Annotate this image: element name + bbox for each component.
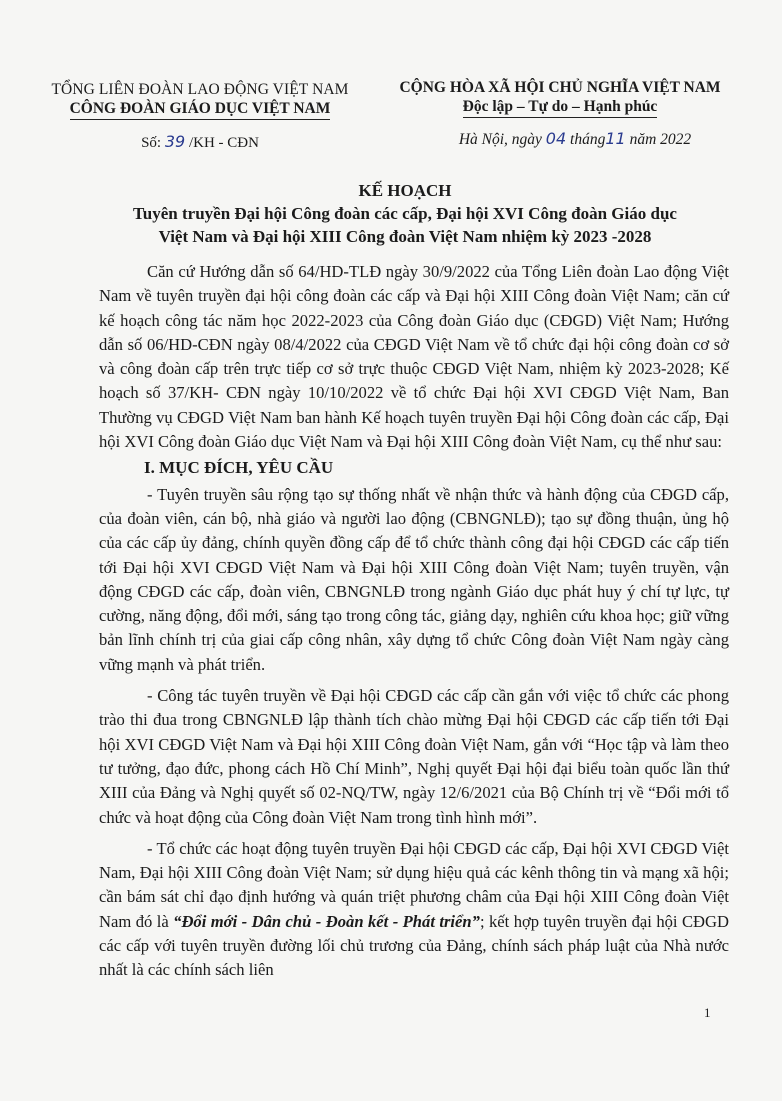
- date-year: năm 2022: [629, 131, 692, 148]
- issue-date: [410, 129, 740, 149]
- national-title: CỘNG HÒA XÃ HỘI CHỦ NGHĨA VIỆT NAM: [399, 79, 721, 96]
- national-motto: Độc lập – Tự do – Hạnh phúc: [463, 97, 658, 118]
- paragraph-purpose-3-text: - Tổ chức các hoạt động tuyên truyền Đại hội CĐGD các cấp, Đại hội XVI CĐGD Việt Nam, Đại hội XIII Công đoàn Việt Nam; sử dụng hiệu quả các kênh thông tin và mạng xã hội; cần bám sát chỉ đạo định hướng và quán triệt phương châm của Đại hội XIII Công đoàn Việt Nam đó là: [99, 838, 729, 931]
- paragraph-purpose-3: [99, 837, 729, 983]
- document-subtitle-line-2: Việt Nam và Đại hội XIII Công đoàn Việt Nam nhiệm kỳ 2023 -2028: [158, 227, 652, 246]
- issuing-organization-block: [50, 80, 350, 152]
- document-number-prefix: Số:: [141, 135, 162, 151]
- date-day-handwritten: 04: [545, 129, 567, 148]
- paragraph-purpose-2: - Công tác tuyên truyền về Đại hội CĐGD các cấp cần gắn với việc tổ chức các phong trào thi đua trong CBNGNLĐ lập thành tích chào mừng Đại hội CĐGD các cấp tiến tới Đại hội XVI CĐGD Việt Nam và Đại hội XIII Công đoàn Việt Nam, gắn với “Học tập và làm theo tư tưởng, đạo đức, phong cách Hồ Chí Minh”, Nghị quyết Đại hội đại biểu toàn quốc lần thứ XIII của Đảng và Nghị quyết số 02-NQ/TW, ngày 12/6/2021 của Bộ Chính trị về “Đổi mới tổ chức và hoạt động của Công đoàn Việt Nam trong tình hình mới”.: [99, 686, 729, 827]
- paragraph-purpose-1: - Tuyên truyền sâu rộng tạo sự thống nhất về nhận thức và hành động của CĐGD cấp, của đoàn viên, cán bộ, nhà giáo và người lao động (CBNGNLĐ); tạo sự đồng thuận, ủng hộ của các cấp ủy đảng, chính quyền đồng cấp để tổ chức thành công đại hội CĐGD các cấp tiến tới Đại hội XVI CĐGD Việt Nam và Đại hội XIII Công đoàn Việt Nam; tuyên truyền, vận động CĐGD các cấp, đoàn viên, CBNGNLĐ trong ngành Giáo dục phát huy ý chí tự lực, tự cường, năng động, đổi mới, sáng tạo trong công tác, giảng dạy, nghiên cứu khoa học; giữ vững bản lĩnh chính trị của giai cấp công nhân, xây dựng tổ chức Công đoàn Việt Nam ngày càng vững mạnh và phát triển.: [99, 484, 729, 674]
- parent-organization: TỔNG LIÊN ĐOÀN LAO ĐỘNG VIỆT NAM: [51, 81, 349, 98]
- document-number-suffix: /KH - CĐN: [188, 135, 259, 151]
- intro-paragraph: Căn cứ Hướng dẫn số 64/HD-TLĐ ngày 30/9/2022 của Tổng Liên đoàn Lao động Việt Nam về tuyên truyền đại hội công đoàn các cấp và Đại hội XIII Công đoàn Việt Nam; căn cứ kế hoạch công tác năm học 2022-2023 của Công đoàn Giáo dục (CĐGD) Việt Nam; Hướng dẫn số 06/HD-CĐN ngày 08/4/2022 của CĐGD Việt Nam về tổ chức đại hội công đoàn cơ sở và công đoàn cấp trên trực tiếp cơ sở trực thuộc CĐGD Việt Nam, nhiệm kỳ 2023-2028; Kế hoạch số 37/KH- CĐN ngày 10/10/2022 về tổ chức Đại hội XVI CĐGD Việt Nam, Ban Thường vụ CĐGD Việt Nam ban hành Kế hoạch tuyên truyền Đại hội Công đoàn các cấp, Đại hội XVI Công đoàn Giáo dục Việt Nam và Đại hội XIII Công đoàn Việt Nam, cụ thể như sau:: [99, 262, 729, 452]
- issuing-organization: CÔNG ĐOÀN GIÁO DỤC VIỆT NAM: [70, 99, 331, 120]
- document-number-handwritten: 39: [164, 132, 186, 151]
- paragraph-purpose-3-continued: ; kết hợp tuyên truyền đại hội CĐGD các cấp với tuyên truyền đường lối chủ trương của Đảng, chính sách pháp luật của Nhà nước nhất là các chính sách liên: [99, 911, 729, 980]
- document-type: KẾ HOẠCH: [358, 181, 452, 200]
- national-header-block: [380, 78, 740, 149]
- document-title-block: [70, 180, 740, 248]
- document-subtitle-line-1: Tuyên truyền Đại hội Công đoàn các cấp, Đại hội XVI Công đoàn Giáo dục: [133, 204, 677, 223]
- section-heading: I. MỤC ĐÍCH, YÊU CẦU: [144, 458, 334, 478]
- congress-motto-emphasis: “Đổi mới - Dân chủ - Đoàn kết - Phát triển”: [173, 911, 480, 931]
- page-number: 1: [704, 1005, 711, 1020]
- date-month-label: tháng: [570, 131, 606, 148]
- date-month-handwritten: 11: [605, 129, 626, 148]
- date-prefix: Hà Nội, ngày: [458, 131, 542, 148]
- document-body: [99, 260, 729, 983]
- document-number: [50, 132, 350, 152]
